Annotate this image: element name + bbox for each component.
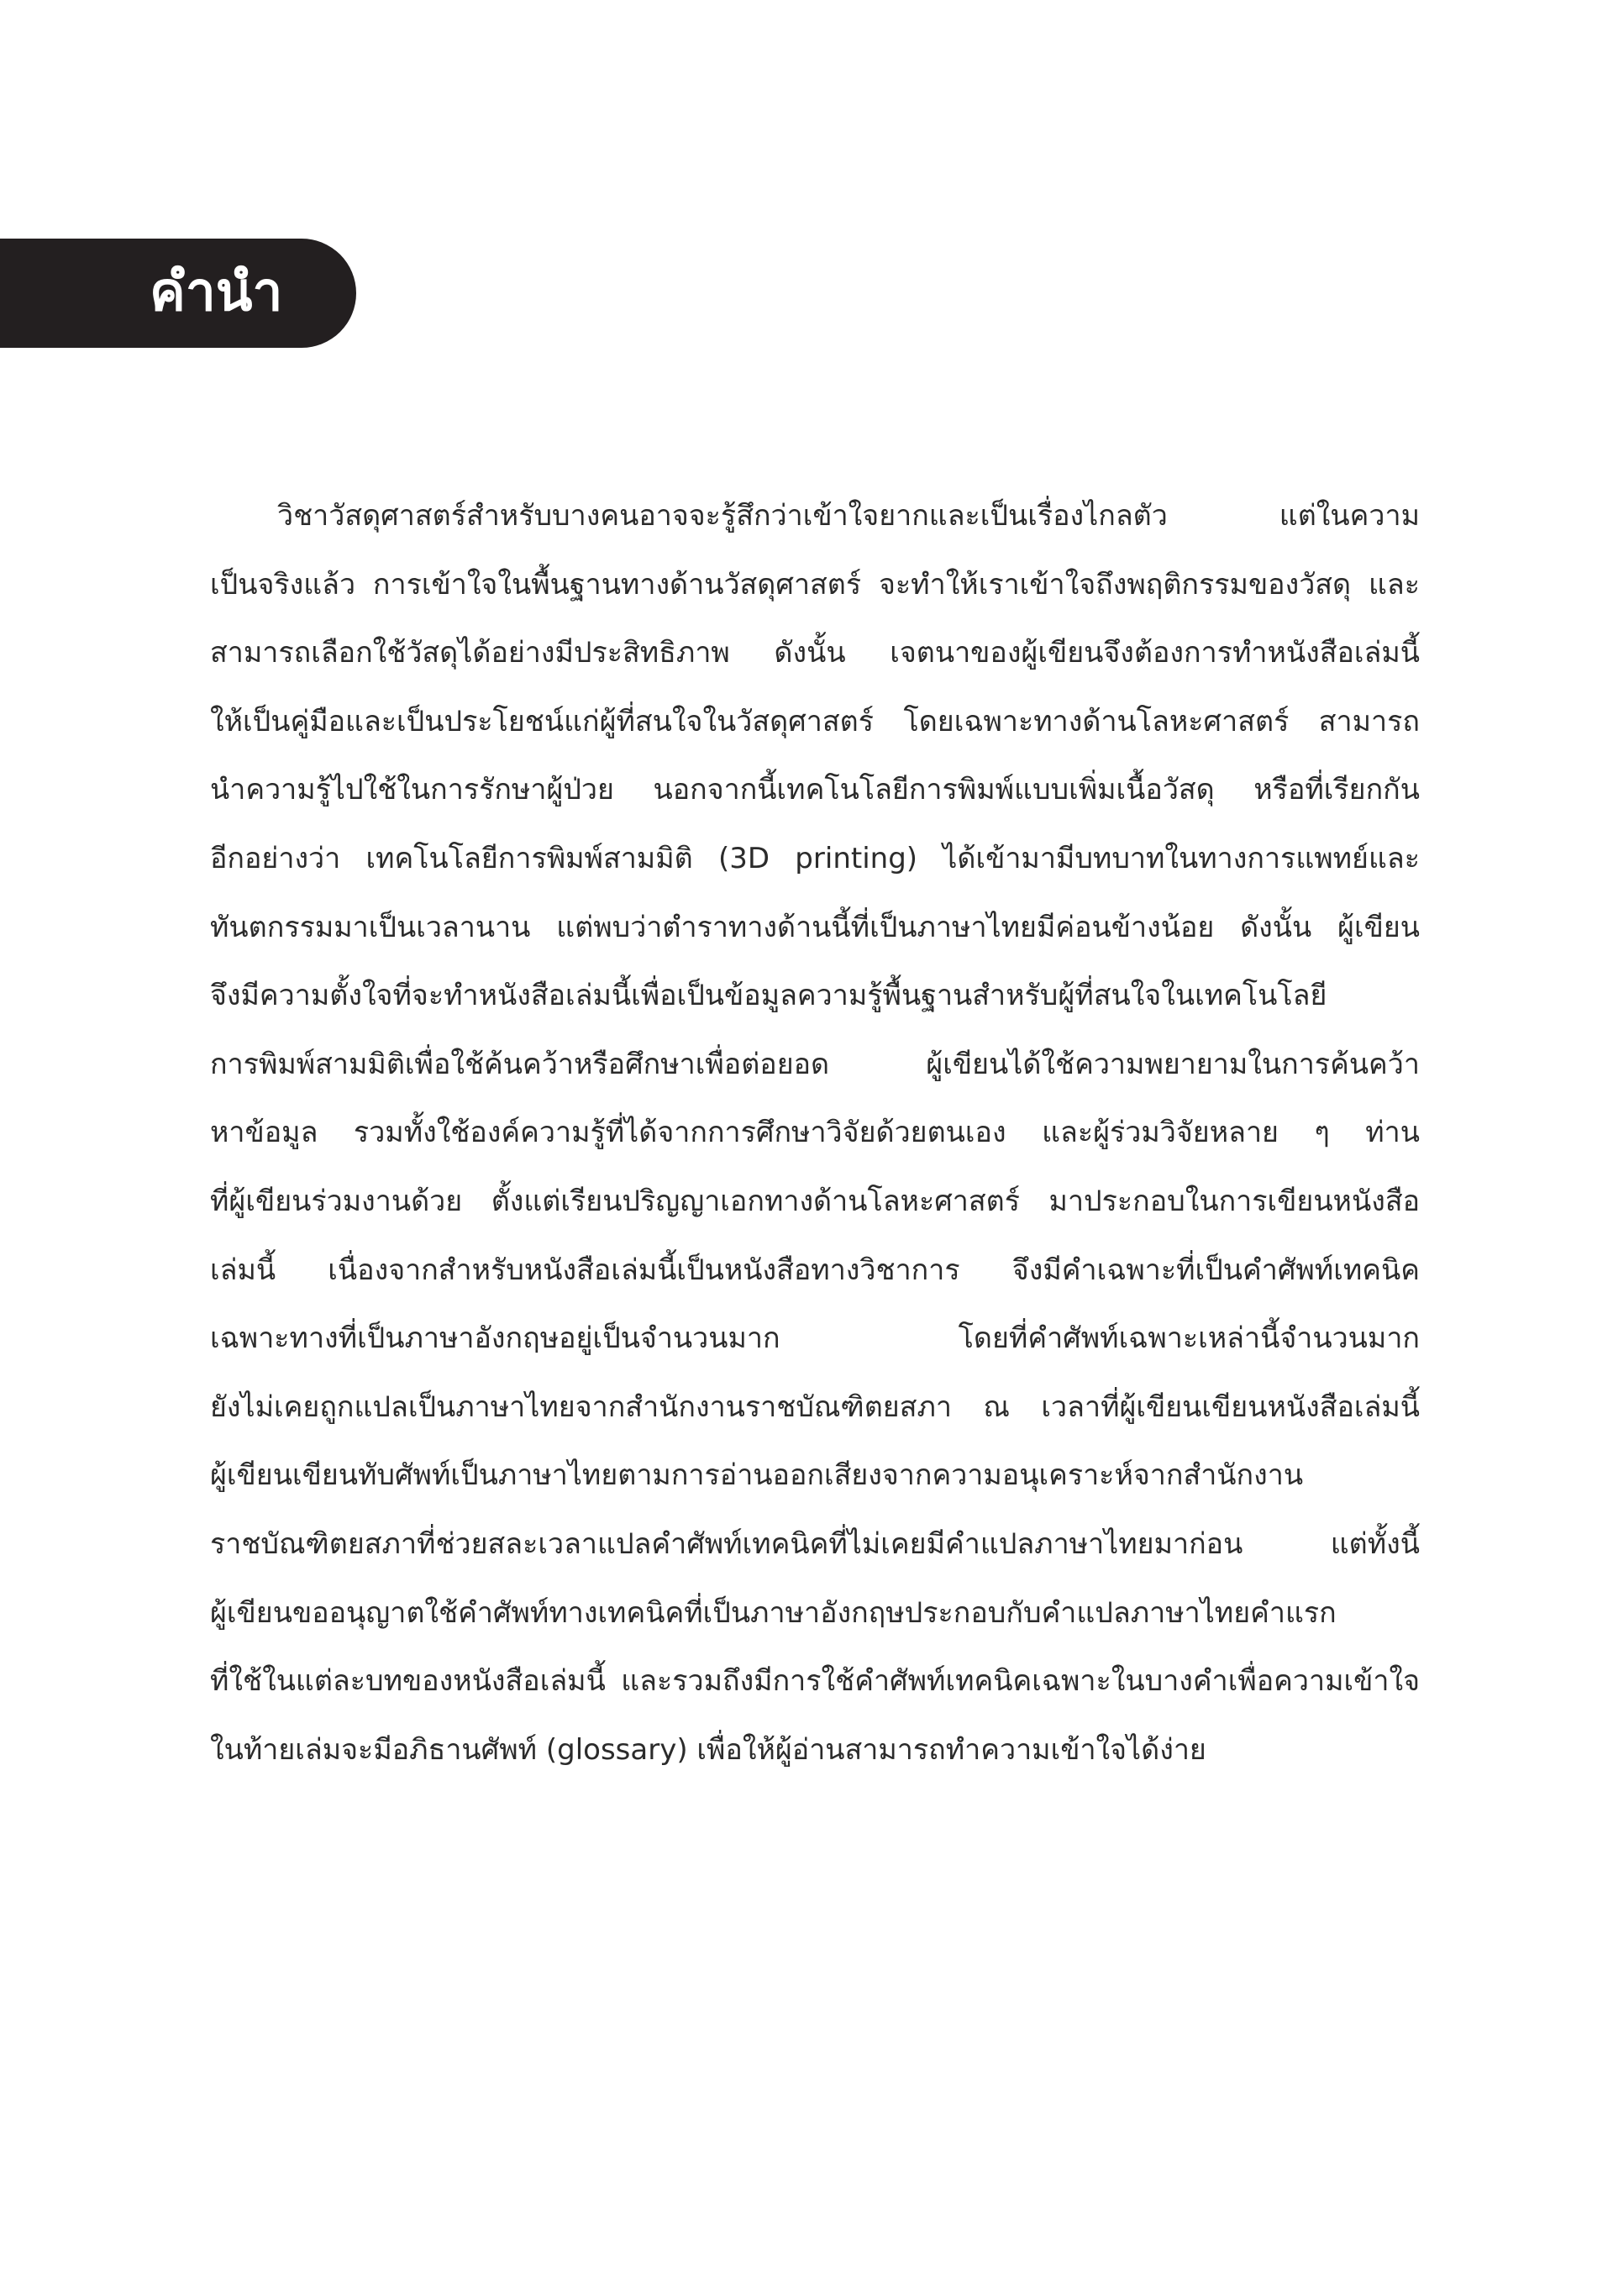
paragraph-line: หาข้อมูล รวมทั้งใช้องค์ความรู้ที่ได้จากการศึกษาวิจัยด้วยตนเอง และผู้ร่วมวิจัยหลาย ๆ ท่าน <box>210 1116 1420 1150</box>
paragraph-line: อีกอย่างว่า เทคโนโลยีการพิมพ์สามมิติ (3D printing) ได้เข้ามามีบทบาทในทางการแพทย์และ <box>210 841 1420 875</box>
paragraph-line: ในท้ายเล่มจะมีอภิธานศัพท์ (glossary) เพื่อให้ผู้อ่านสามารถทำความเข้าใจได้ง่าย <box>210 1732 1206 1767</box>
paragraph-line: การพิมพ์สามมิติเพื่อใช้ค้นคว้าหรือศึกษาเพื่อต่อยอด ผู้เขียนได้ใช้ความพยายามในการค้นคว้า <box>210 1047 1420 1081</box>
paragraph-line: ราชบัณฑิตยสภาที่ช่วยสละเวลาแปลคำศัพท์เทคนิคที่ไม่เคยมีคำแปลภาษาไทยมาก่อน แต่ทั้งนี้ <box>210 1526 1420 1561</box>
paragraph-line: ยังไม่เคยถูกแปลเป็นภาษาไทยจากสำนักงานราชบัณฑิตยสภา ณ เวลาที่ผู้เขียนเขียนหนังสือเล่มนี้ <box>210 1390 1420 1424</box>
paragraph-line: ทันตกรรมมาเป็นเวลานาน แต่พบว่าตำราทางด้านนี้ที่เป็นภาษาไทยมีค่อนข้างน้อย ดังนั้น ผู้เขียน <box>210 910 1420 944</box>
paragraph-line: เฉพาะทางที่เป็นภาษาอังกฤษอยู่เป็นจำนวนมาก โดยที่คำศัพท์เฉพาะเหล่านี้จำนวนมาก <box>210 1321 1420 1356</box>
page-title: คำนำ <box>150 261 283 323</box>
paragraph-line: ผู้เขียนขออนุญาตใช้คำศัพท์ทางเทคนิคที่เป็นภาษาอังกฤษประกอบกับคำแปลภาษาไทยคำแรก <box>210 1595 1337 1630</box>
paragraph-line: วิชาวัสดุศาสตร์สำหรับบางคนอาจจะรู้สึกว่าเข้าใจยากและเป็นเรื่องไกลตัว แต่ในความ <box>277 499 1420 533</box>
paragraph-line: สามารถเลือกใช้วัสดุได้อย่างมีประสิทธิภาพ ดังนั้น เจตนาของผู้เขียนจึงต้องการทำหนังสือเล่มนี้ <box>210 636 1420 670</box>
paragraph-line: เล่มนี้ เนื่องจากสำหรับหนังสือเล่มนี้เป็นหนังสือทางวิชาการ จึงมีคำเฉพาะที่เป็นคำศัพท์เทคนิค <box>210 1253 1420 1287</box>
paragraph-line: ที่ใช้ในแต่ละบทของหนังสือเล่มนี้ และรวมถึงมีการใช้คำศัพท์เทคนิคเฉพาะในบางคำเพื่อความเข้าใจ <box>210 1664 1420 1699</box>
paragraph-line: ให้เป็นคู่มือและเป็นประโยชน์แก่ผู้ที่สนใจในวัสดุศาสตร์ โดยเฉพาะทางด้านโลหะศาสตร์ สามารถ <box>210 704 1420 738</box>
paragraph-line: จึงมีความตั้งใจที่จะทำหนังสือเล่มนี้เพื่อเป็นข้อมูลความรู้พื้นฐานสำหรับผู้ที่สนใจในเทคโนโลยี <box>210 979 1327 1013</box>
paragraph-line: ผู้เขียนเขียนทับศัพท์เป็นภาษาไทยตามการอ่านออกเสียงจากความอนุเคราะห์จากสำนักงาน <box>210 1458 1304 1493</box>
paragraph-line: เป็นจริงแล้ว การเข้าใจในพื้นฐานทางด้านวัสดุศาสตร์ จะทำให้เราเข้าใจถึงพฤติกรรมของวัสดุ และ <box>210 567 1420 602</box>
paragraph-line: ที่ผู้เขียนร่วมงานด้วย ตั้งแต่เรียนปริญญาเอกทางด้านโลหะศาสตร์ มาประกอบในการเขียนหนังสือ <box>210 1184 1420 1218</box>
heading-banner <box>0 239 356 348</box>
paragraph-line: นำความรู้ไปใช้ในการรักษาผู้ป่วย นอกจากนี้เทคโนโลยีการพิมพ์แบบเพิ่มเนื้อวัสดุ หรือที่เรียกกัน <box>210 773 1420 807</box>
preface-paragraph <box>210 482 1420 1784</box>
